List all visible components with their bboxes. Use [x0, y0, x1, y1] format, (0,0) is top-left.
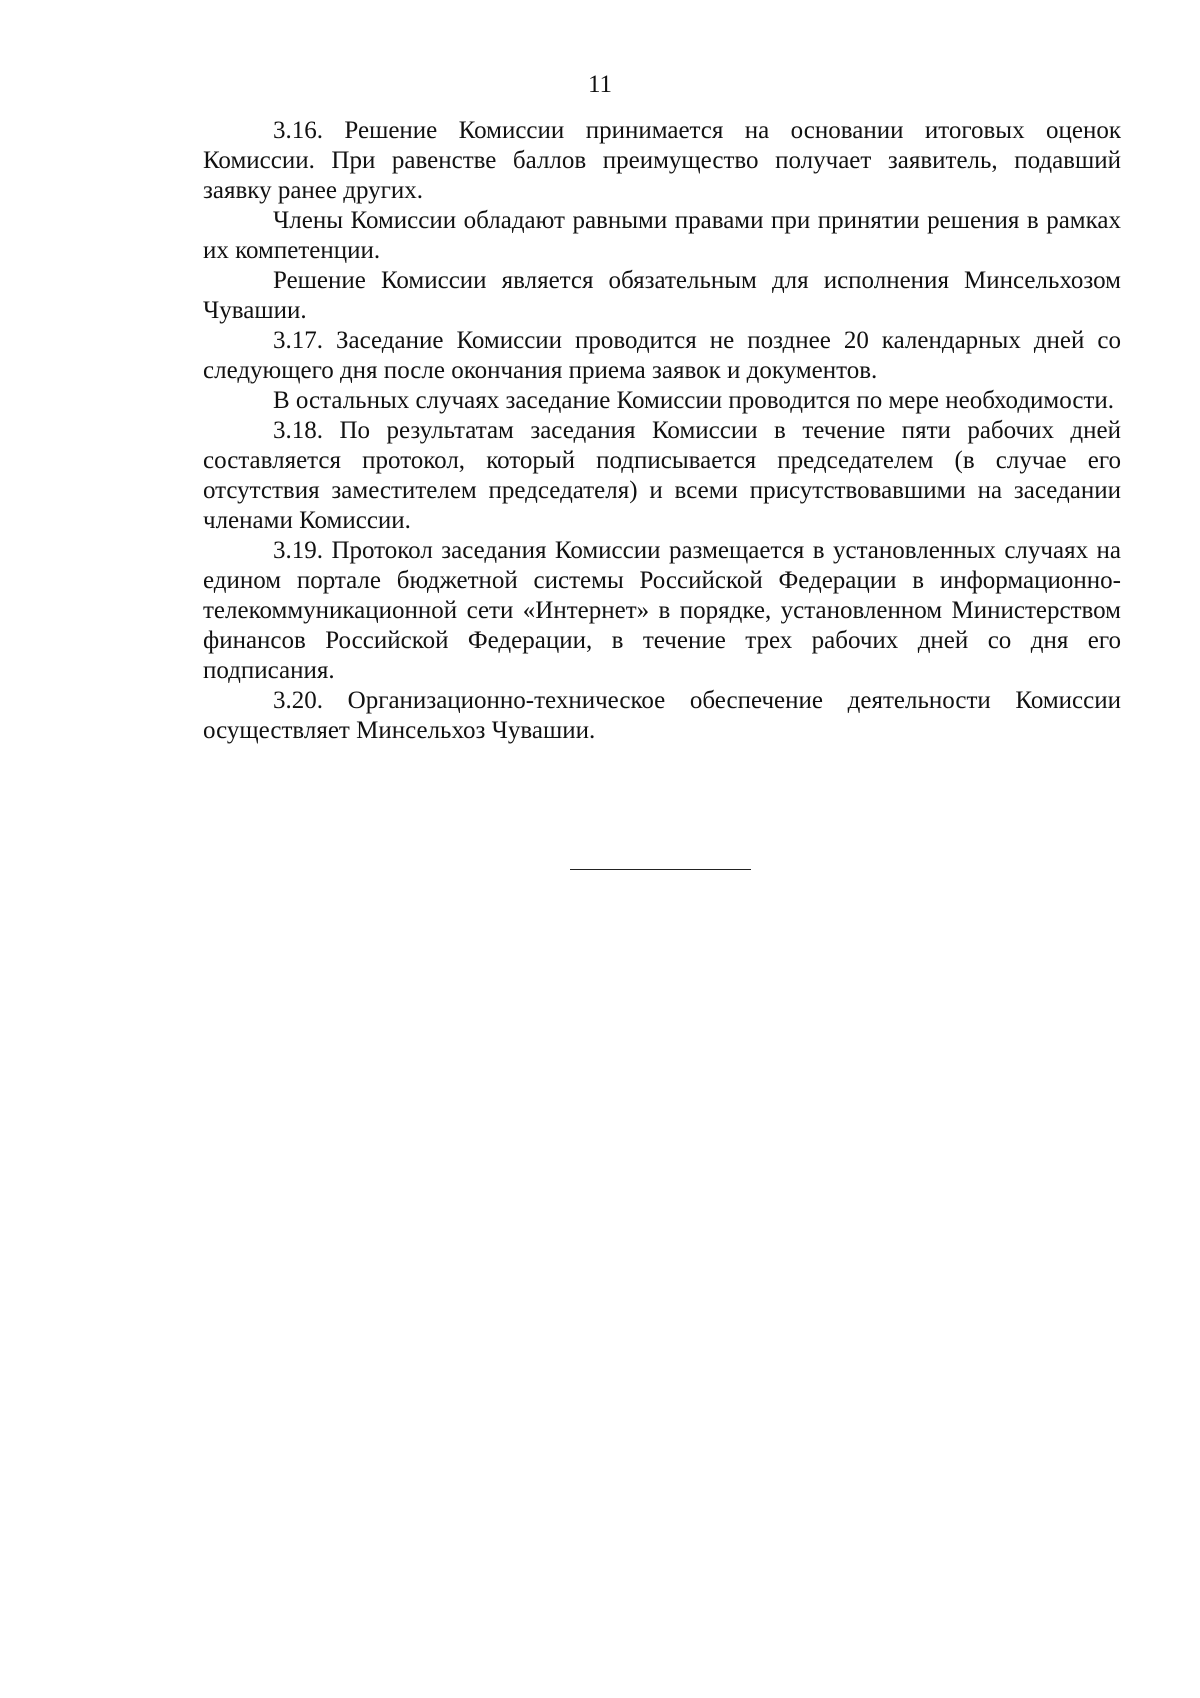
paragraph-3-19: 3.19. Протокол заседания Комиссии размещается в установленных случаях на едином портале бюджетной системы Российской Федерации в информационно-телекоммуникационной сети «Интернет» в порядке, установленном Министерством финансов Российской Федерации, в течение трех рабочих дней со дня его подписания. [203, 537, 1121, 684]
end-of-document-divider [570, 869, 751, 870]
paragraph-3-18: 3.18. По результатам заседания Комиссии в течение пяти рабочих дней составляется протокол, который подписывается председателем (в случае его отсутствия заместителем председателя) и всеми присутствовавшими на заседании членами Комиссии. [203, 417, 1121, 534]
page-number: 11 [587, 71, 613, 98]
paragraph-3-17: 3.17. Заседание Комиссии проводится не позднее 20 календарных дней со следующего дня после окончания приема заявок и документов. [203, 327, 1121, 384]
paragraph-3-20: 3.20. Организационно-техническое обеспечение деятельности Комиссии осуществляет Минсельхоз Чувашии. [203, 687, 1121, 744]
paragraph-members-rights: Члены Комиссии обладают равными правами при принятии решения в рамках их компетенции. [203, 207, 1121, 264]
document-body [203, 116, 1121, 746]
paragraph-decision-binding: Решение Комиссии является обязательным для исполнения Минсельхозом Чувашии. [203, 267, 1121, 324]
paragraph-3-16: 3.16. Решение Комиссии принимается на основании итоговых оценок Комиссии. При равенстве баллов преимущество получает заявитель, подавший заявку ранее других. [203, 117, 1121, 204]
paragraph-other-cases: В остальных случаях заседание Комиссии проводится по мере необходимости. [273, 387, 1115, 414]
